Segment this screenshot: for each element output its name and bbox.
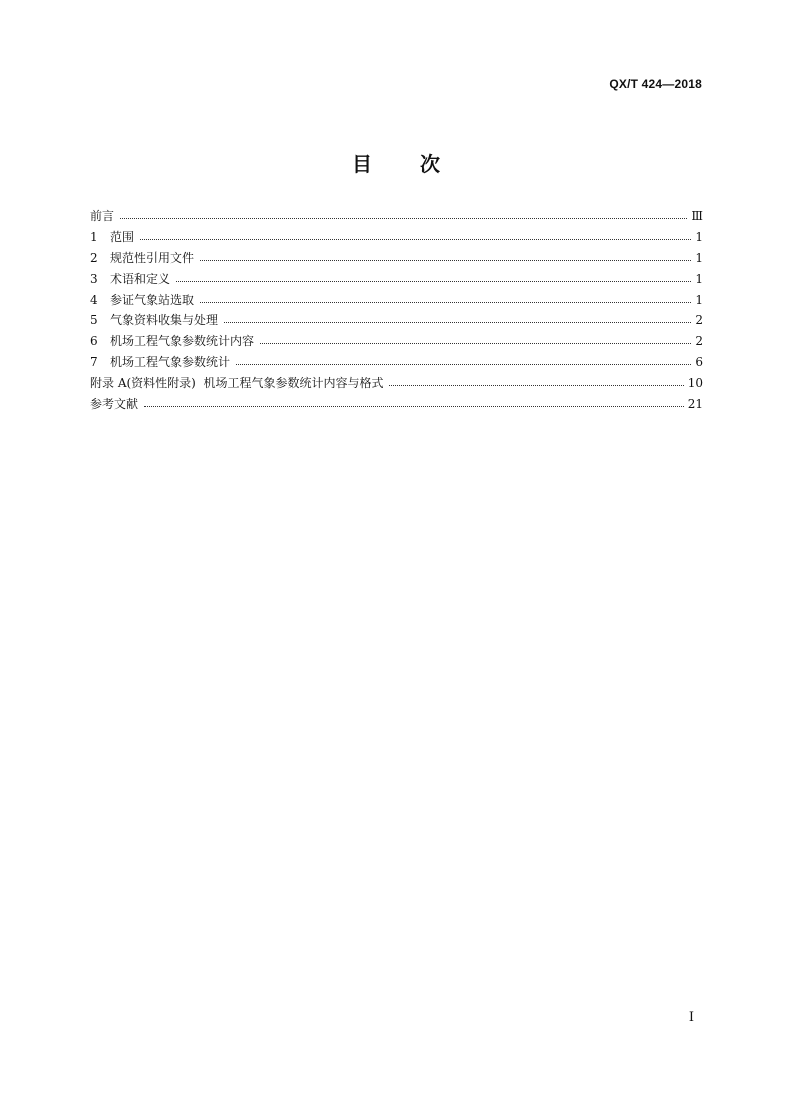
toc-entry-label: 附录 A(资料性附录) 机场工程气象参数统计内容与格式 bbox=[90, 376, 384, 391]
toc-entry-page: 10 bbox=[687, 376, 703, 391]
toc-entry-page: 1 bbox=[695, 292, 703, 307]
toc-entry-data-collection[interactable] bbox=[90, 310, 703, 331]
page-title bbox=[0, 148, 792, 177]
toc-leader-dots bbox=[260, 333, 691, 345]
toc-entry-number: 6 bbox=[90, 334, 98, 349]
toc-entry-page: 21 bbox=[687, 397, 703, 412]
toc-entry-number: 2 bbox=[90, 250, 98, 265]
toc-leader-dots bbox=[200, 250, 691, 262]
toc-leader-dots bbox=[200, 292, 691, 304]
toc-entry-normative-references[interactable] bbox=[90, 248, 703, 269]
toc-leader-dots bbox=[224, 312, 691, 324]
toc-entry-label: 气象资料收集与处理 bbox=[110, 313, 219, 328]
toc-entry-terms[interactable] bbox=[90, 269, 703, 290]
toc-entry-statistics-content[interactable] bbox=[90, 331, 703, 352]
title-char-2: 次 bbox=[420, 152, 440, 176]
page-number: I bbox=[688, 1010, 694, 1025]
toc-entry-label: 参考文献 bbox=[90, 397, 139, 412]
toc-entry-page: 2 bbox=[695, 334, 703, 349]
toc-entry-label: 规范性引用文件 bbox=[110, 250, 195, 265]
table-of-contents bbox=[90, 206, 703, 415]
toc-entry-appendix-a[interactable] bbox=[90, 373, 703, 394]
toc-leader-dots bbox=[389, 375, 683, 387]
toc-entry-label: 参证气象站选取 bbox=[110, 292, 195, 307]
title-char-1: 目 bbox=[352, 152, 372, 176]
toc-entry-preface[interactable] bbox=[90, 206, 703, 227]
toc-entry-station-selection[interactable] bbox=[90, 290, 703, 311]
toc-entry-page: 1 bbox=[695, 271, 703, 286]
toc-entry-page: 2 bbox=[695, 313, 703, 328]
toc-entry-number: 4 bbox=[90, 292, 98, 307]
toc-leader-dots bbox=[176, 271, 691, 283]
toc-entry-label: 机场工程气象参数统计 bbox=[110, 355, 231, 370]
toc-entry-statistics[interactable] bbox=[90, 352, 703, 373]
toc-entry-scope[interactable] bbox=[90, 227, 703, 248]
toc-entry-label: 前言 bbox=[90, 209, 115, 223]
toc-entry-label: 术语和定义 bbox=[110, 271, 171, 286]
toc-entry-page: 1 bbox=[695, 250, 703, 265]
toc-entry-number: 7 bbox=[90, 355, 98, 370]
toc-entry-page: Ⅲ bbox=[691, 209, 703, 223]
toc-entry-page: 1 bbox=[695, 229, 703, 244]
toc-leader-dots bbox=[140, 229, 691, 241]
toc-entry-label: 范围 bbox=[110, 229, 135, 244]
toc-entry-page: 6 bbox=[695, 355, 703, 370]
toc-leader-dots bbox=[120, 208, 687, 220]
toc-entry-number: 5 bbox=[90, 313, 98, 328]
toc-entry-number: 1 bbox=[90, 229, 98, 244]
toc-entry-number: 3 bbox=[90, 271, 98, 286]
toc-leader-dots bbox=[236, 354, 691, 366]
standard-code: QX/T 424—2018 bbox=[609, 77, 702, 91]
toc-entry-label: 机场工程气象参数统计内容 bbox=[110, 334, 255, 349]
toc-leader-dots bbox=[144, 396, 684, 408]
toc-entry-bibliography[interactable] bbox=[90, 394, 703, 415]
